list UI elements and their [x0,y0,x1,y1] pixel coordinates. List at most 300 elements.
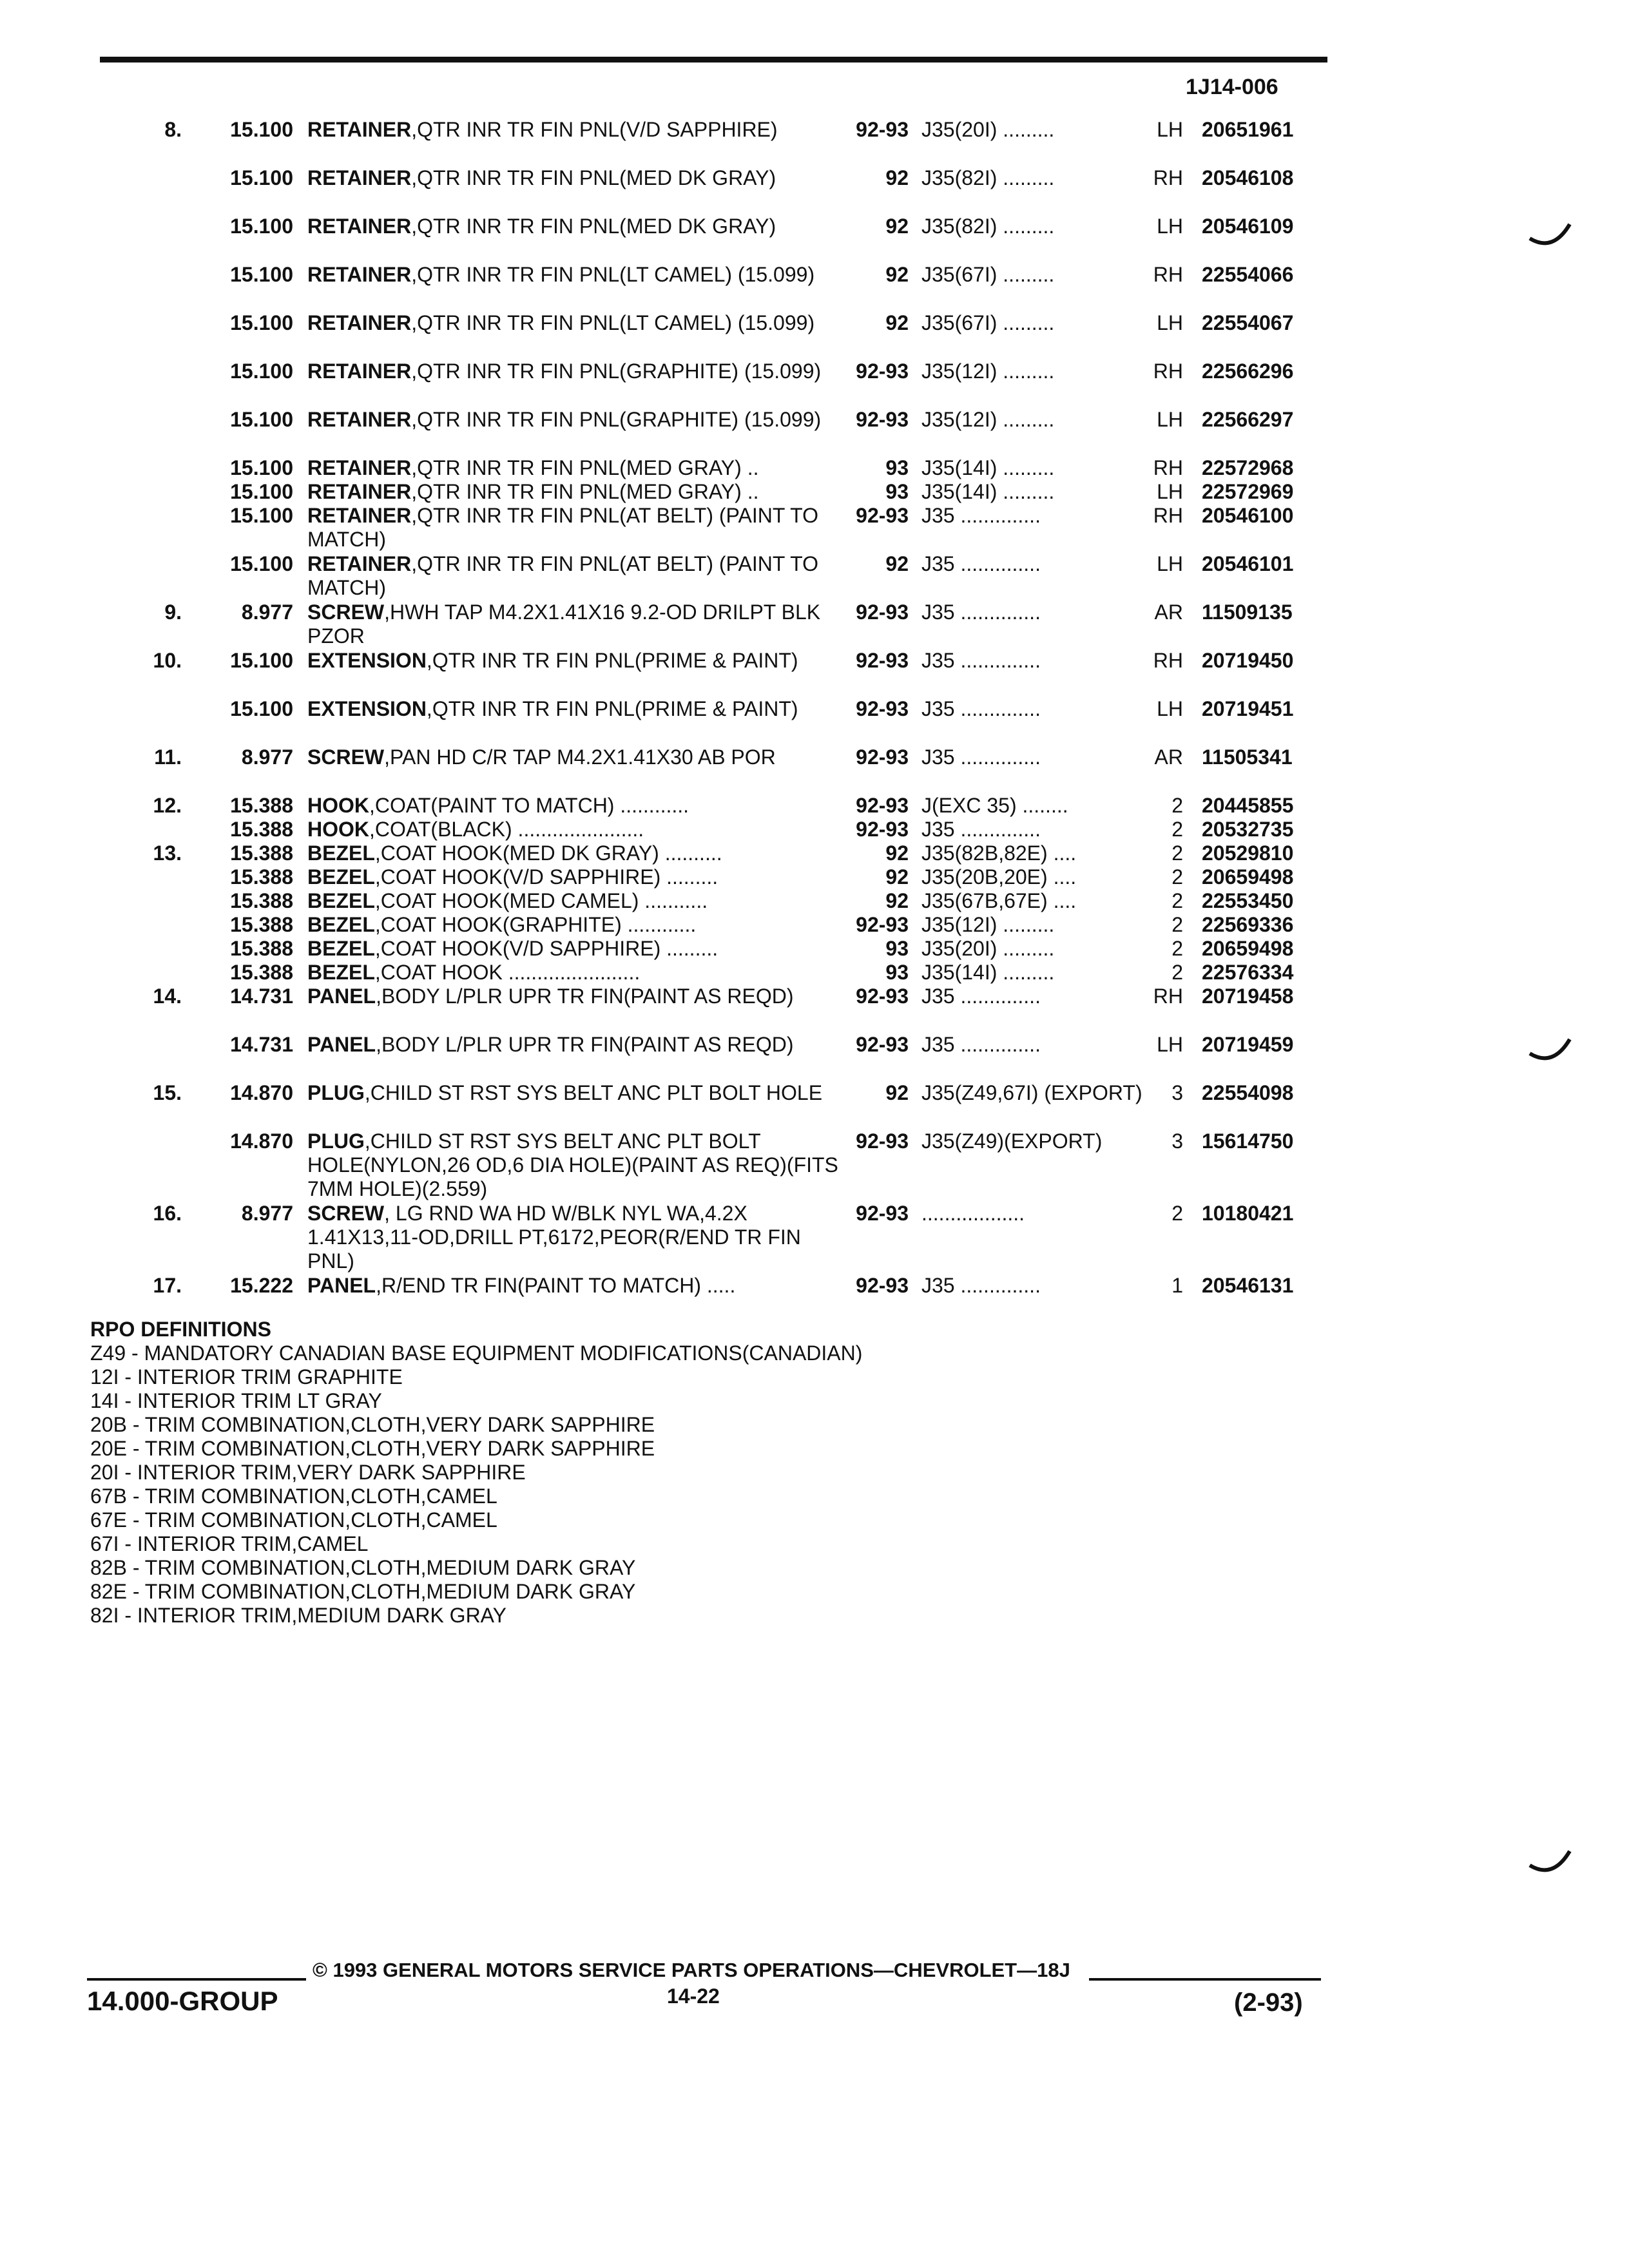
model-years: 92 [885,166,909,189]
part-name: SCREW [307,745,385,769]
quantity: RH [1153,263,1183,286]
table-row [0,985,1353,1033]
part-name: BEZEL [307,961,375,984]
part-detail: ,COAT HOOK(V/D SAPPHIRE) ......... [374,937,718,960]
table-row [0,360,1353,408]
part-name: BEZEL [307,841,375,865]
leader-dots: .............. [960,745,1041,769]
part-number: 20719458 [1202,985,1294,1008]
leader-dots: ......... [1003,480,1055,503]
part-name: PLUG [307,1129,365,1153]
top-rule [100,57,1327,62]
illustration-ref: 15.222 [230,1274,293,1297]
leader-dots: .............. [960,985,1041,1008]
item-number: 15. [153,1081,182,1104]
leader-dots: ......... [1003,311,1055,334]
rpo-line: 14I - INTERIOR TRIM LT GRAY [90,1389,382,1412]
part-description [307,1033,849,1057]
usage-code [921,937,1170,961]
part-description [307,118,849,142]
usage-code [921,360,1170,383]
usage-code [921,504,1170,528]
part-number: 10180421 [1202,1202,1294,1225]
leader-dots: ........ [1022,794,1068,817]
usage-text: J35 [921,1274,955,1297]
leader-dots: .... [1053,865,1077,889]
usage-code [921,1129,1170,1153]
part-name: RETAINER [307,360,412,383]
part-name: SCREW [307,1202,385,1225]
usage-text: J35(Z49)(EXPORT) [921,1129,1103,1153]
table-row [0,841,1353,865]
part-description [307,480,849,504]
part-description [307,1081,849,1105]
part-number: 20529810 [1202,841,1294,865]
part-number: 22569336 [1202,913,1294,936]
leader-dots: ......... [1003,913,1055,936]
part-detail: ,R/END TR FIN(PAINT TO MATCH) ..... [376,1274,736,1297]
illustration-ref: 15.100 [230,118,293,141]
table-row [0,1129,1353,1202]
usage-text: J35(12I) [921,360,998,383]
illustration-ref: 14.870 [230,1081,293,1104]
table-row [0,697,1353,745]
usage-text: J(EXC 35) [921,794,1017,817]
leader-dots: .............. [960,649,1041,672]
part-description [307,649,849,673]
usage-code [921,649,1170,673]
table-row [0,601,1353,649]
table-row [0,456,1353,480]
quantity: LH [1157,480,1183,503]
quantity: AR [1154,745,1183,769]
model-years: 92 [885,311,909,334]
model-years: 93 [885,961,909,984]
usage-text: J35(20I) [921,937,998,960]
part-detail: ,COAT HOOK(GRAPHITE) ............ [374,913,697,936]
quantity: LH [1157,697,1183,720]
quantity: LH [1157,408,1183,431]
part-detail: ,BODY L/PLR UPR TR FIN(PAINT AS REQD) [376,985,794,1008]
usage-code [921,818,1170,841]
usage-code [921,166,1170,190]
part-number: 22572968 [1202,456,1294,479]
leader-dots: .................. [921,1202,1025,1225]
quantity: RH [1153,649,1183,672]
quantity: LH [1157,1033,1183,1056]
model-years: 92-93 [856,118,909,141]
footer-page-number: 14-22 [667,1984,720,2008]
illustration-ref: 8.977 [241,1202,293,1225]
usage-text: J35 [921,552,955,575]
usage-text: J35 [921,601,955,624]
quantity: AR [1154,601,1183,624]
part-detail: , LG RND WA HD W/BLK NYL WA,4.2X 1.41X13,11-OD,DRILL PT,6172,PEOR(R/END TR FIN PNL) [307,1202,801,1273]
usage-text: J35 [921,818,955,841]
table-row [0,166,1353,215]
table-row [0,215,1353,263]
part-name: BEZEL [307,937,375,960]
leader-dots: .............. [960,697,1041,720]
usage-text: J35(82I) [921,215,998,238]
illustration-ref: 15.388 [230,889,293,912]
part-description [307,913,849,937]
model-years: 92 [885,263,909,286]
usage-text: J35(67I) [921,311,998,334]
part-description [307,552,849,600]
rpo-line: 82E - TRIM COMBINATION,CLOTH,MEDIUM DARK GRAY [90,1580,636,1603]
model-years: 92-93 [856,913,909,936]
binder-tab-mark-icon [1527,1028,1572,1066]
part-name: RETAINER [307,166,412,189]
quantity: LH [1157,118,1183,141]
part-number: 20546108 [1202,166,1294,189]
usage-text: J35(12I) [921,408,998,431]
quantity: RH [1153,985,1183,1008]
part-name: RETAINER [307,552,412,575]
part-name: EXTENSION [307,649,427,672]
part-detail: ,QTR INR TR FIN PNL(V/D SAPPHIRE) [411,118,778,141]
usage-text: J35(82I) [921,166,998,189]
part-detail: ,QTR INR TR FIN PNL(PRIME & PAINT) [426,649,798,672]
part-name: PANEL [307,1274,376,1297]
model-years: 92-93 [856,408,909,431]
model-years: 92-93 [856,360,909,383]
table-row [0,745,1353,794]
quantity: 1 [1171,1274,1183,1297]
model-years: 92-93 [856,649,909,672]
model-years: 92-93 [856,1202,909,1225]
part-description [307,408,849,432]
illustration-ref: 15.100 [230,697,293,720]
part-name: PANEL [307,1033,376,1056]
usage-code [921,1274,1170,1298]
part-number: 20659498 [1202,937,1294,960]
quantity: 2 [1171,913,1183,936]
footer-copyright: © 1993 GENERAL MOTORS SERVICE PARTS OPERATIONS—CHEVROLET—18J [313,1959,1070,1981]
leader-dots: .... [1053,889,1077,912]
part-name: BEZEL [307,865,375,889]
table-row [0,311,1353,360]
part-detail: ,QTR INR TR FIN PNL(AT BELT) (PAINT TO MATCH) [307,504,818,551]
model-years: 92-93 [856,1129,909,1153]
part-number: 22554066 [1202,263,1294,286]
part-name: RETAINER [307,215,412,238]
usage-text: J35(Z49,67I) (EXPORT) [921,1081,1142,1104]
quantity: LH [1157,215,1183,238]
illustration-ref: 15.100 [230,311,293,334]
part-name: RETAINER [307,311,412,334]
part-detail: ,CHILD ST RST SYS BELT ANC PLT BOLT HOLE(NYLON,26 OD,6 DIA HOLE)(PAINT AS REQ)(FITS 7MM HOLE)(2.559) [307,1129,838,1200]
rpo-line: 67E - TRIM COMBINATION,CLOTH,CAMEL [90,1508,497,1532]
illustration-ref: 15.388 [230,865,293,889]
part-name: SCREW [307,601,385,624]
part-number: 20719451 [1202,697,1294,720]
usage-code [921,794,1170,818]
leader-dots: ......... [1003,166,1055,189]
leader-dots: ......... [1003,408,1055,431]
illustration-ref: 14.731 [230,985,293,1008]
part-name: RETAINER [307,456,412,479]
part-description [307,456,849,480]
part-detail: ,CHILD ST RST SYS BELT ANC PLT BOLT HOLE [364,1081,823,1104]
rpo-line: 82I - INTERIOR TRIM,MEDIUM DARK GRAY [90,1604,506,1627]
usage-text: J35(20I) [921,118,998,141]
part-name: HOOK [307,794,369,817]
usage-text: J35 [921,1033,955,1056]
rpo-line: 67B - TRIM COMBINATION,CLOTH,CAMEL [90,1485,497,1508]
part-name: EXTENSION [307,697,427,720]
part-number: 15614750 [1202,1129,1294,1153]
rpo-line: 20E - TRIM COMBINATION,CLOTH,VERY DARK SAPPHIRE [90,1437,655,1460]
leader-dots: ......... [1003,263,1055,286]
table-row [0,794,1353,818]
item-number: 11. [154,745,182,769]
model-years: 92-93 [856,745,909,769]
part-number: 22554067 [1202,311,1294,334]
quantity: 2 [1171,889,1183,912]
quantity: 2 [1171,1202,1183,1225]
part-detail: ,HWH TAP M4.2X1.41X16 9.2-OD DRILPT BLK PZOR [307,601,821,648]
model-years: 92 [885,215,909,238]
part-number: 11505341 [1202,745,1293,769]
part-name: BEZEL [307,913,375,936]
usage-text: J35(14I) [921,961,998,984]
quantity: RH [1153,456,1183,479]
table-row [0,1202,1353,1274]
binder-tab-mark-icon [1527,1840,1572,1878]
part-number: 22572969 [1202,480,1294,503]
part-detail: ,QTR INR TR FIN PNL(MED GRAY) .. [411,456,759,479]
rpo-line: 20I - INTERIOR TRIM,VERY DARK SAPPHIRE [90,1461,526,1484]
rpo-lines [90,1341,862,1628]
model-years: 92-93 [856,1274,909,1297]
table-row [0,1033,1353,1081]
table-row [0,263,1353,311]
usage-code [921,1202,1170,1225]
part-number: 20546100 [1202,504,1294,527]
item-number: 10. [153,649,182,672]
illustration-ref: 15.100 [230,360,293,383]
usage-text: J35 [921,697,955,720]
quantity: LH [1157,552,1183,575]
table-row [0,1274,1353,1298]
leader-dots: .... [1053,841,1077,865]
model-years: 92 [885,865,909,889]
illustration-ref: 15.100 [230,263,293,286]
quantity: RH [1153,504,1183,527]
rpo-line: 20B - TRIM COMBINATION,CLOTH,VERY DARK SAPPHIRE [90,1413,655,1436]
table-row [0,649,1353,697]
rpo-line: 67I - INTERIOR TRIM,CAMEL [90,1532,369,1555]
model-years: 93 [885,480,909,503]
part-detail: ,COAT HOOK(MED DK GRAY) .......... [374,841,722,865]
part-description [307,961,849,985]
usage-text: J35(67B,67E) [921,889,1048,912]
item-number: 12. [153,794,182,817]
model-years: 92 [885,889,909,912]
usage-text: J35 [921,745,955,769]
model-years: 92-93 [856,985,909,1008]
part-number: 20546101 [1202,552,1294,575]
usage-code [921,841,1170,865]
usage-code [921,408,1170,432]
illustration-ref: 15.388 [230,794,293,817]
part-detail: ,QTR INR TR FIN PNL(MED GRAY) .. [411,480,759,503]
rpo-line: 12I - INTERIOR TRIM GRAPHITE [90,1365,403,1389]
part-name: RETAINER [307,408,412,431]
part-description [307,263,849,287]
part-description [307,166,849,190]
quantity: LH [1157,311,1183,334]
part-description [307,601,849,648]
item-number: 9. [164,601,182,624]
illustration-ref: 15.388 [230,841,293,865]
parts-table [0,118,1353,1298]
part-description [307,889,849,913]
model-years: 92-93 [856,818,909,841]
illustration-ref: 14.731 [230,1033,293,1056]
usage-code [921,263,1170,287]
model-years: 93 [885,937,909,960]
binder-tab-mark-icon [1527,213,1572,251]
table-row [0,961,1353,985]
usage-code [921,1081,1170,1105]
leader-dots: .............. [960,1033,1041,1056]
usage-text: J35(67I) [921,263,998,286]
model-years: 93 [885,456,909,479]
part-description [307,794,849,818]
part-name: PANEL [307,985,376,1008]
part-number: 20445855 [1202,794,1294,817]
leader-dots: .............. [960,601,1041,624]
usage-text: J35(14I) [921,480,998,503]
part-description [307,937,849,961]
leader-dots: ......... [1003,215,1055,238]
illustration-ref: 15.100 [230,166,293,189]
item-number: 14. [153,985,182,1008]
part-number: 20659498 [1202,865,1294,889]
quantity: 2 [1171,937,1183,960]
part-detail: ,COAT(PAINT TO MATCH) ............ [369,794,689,817]
part-detail: ,QTR INR TR FIN PNL(MED DK GRAY) [411,215,776,238]
illustration-ref: 15.100 [230,504,293,527]
model-years: 92-93 [856,601,909,624]
model-years: 92-93 [856,1033,909,1056]
part-number: 22554098 [1202,1081,1294,1104]
quantity: 3 [1171,1081,1183,1104]
part-description [307,360,849,383]
quantity: 3 [1171,1129,1183,1153]
part-detail: ,QTR INR TR FIN PNL(LT CAMEL) (15.099) [411,263,815,286]
part-detail: ,QTR INR TR FIN PNL(MED DK GRAY) [411,166,776,189]
part-detail: ,COAT HOOK(V/D SAPPHIRE) ......... [374,865,718,889]
illustration-ref: 15.100 [230,215,293,238]
illustration-ref: 8.977 [241,601,293,624]
illustration-ref: 15.388 [230,913,293,936]
part-number: 22576334 [1202,961,1294,984]
illustration-ref: 8.977 [241,745,293,769]
usage-code [921,913,1170,937]
part-description [307,985,849,1008]
usage-code [921,311,1170,335]
table-row [0,818,1353,841]
part-detail: ,QTR INR TR FIN PNL(GRAPHITE) (15.099) [411,408,822,431]
quantity: 2 [1171,794,1183,817]
table-row [0,118,1353,166]
part-name: PLUG [307,1081,365,1104]
usage-text: J35(20B,20E) [921,865,1048,889]
leader-dots: ......... [1003,937,1055,960]
usage-code [921,552,1170,576]
quantity: RH [1153,166,1183,189]
quantity: 2 [1171,841,1183,865]
usage-text: J35(82B,82E) [921,841,1048,865]
model-years: 92-93 [856,697,909,720]
usage-code [921,889,1170,913]
footer-group: 14.000-GROUP [87,1986,278,2016]
part-detail: ,PAN HD C/R TAP M4.2X1.41X30 AB POR [384,745,776,769]
model-years: 92 [885,1081,909,1104]
leader-dots: .............. [960,1274,1041,1297]
part-detail: ,COAT(BLACK) ...................... [369,818,644,841]
part-number: 11509135 [1202,601,1293,624]
part-number: 20651961 [1202,118,1294,141]
table-row [0,913,1353,937]
rpo-line: 82B - TRIM COMBINATION,CLOTH,MEDIUM DARK GRAY [90,1556,636,1579]
model-years: 92 [885,552,909,575]
footer-rule-right [1089,1978,1321,1981]
rpo-line: Z49 - MANDATORY CANADIAN BASE EQUIPMENT MODIFICATIONS(CANADIAN) [90,1341,863,1365]
part-detail: ,QTR INR TR FIN PNL(AT BELT) (PAINT TO MATCH) [307,552,818,599]
footer-date: (2-93) [1234,1988,1303,2017]
leader-dots: ......... [1003,360,1055,383]
part-description [307,504,849,552]
part-number: 20719459 [1202,1033,1294,1056]
model-years: 92-93 [856,794,909,817]
model-years: 92 [885,841,909,865]
usage-code [921,985,1170,1008]
part-name: RETAINER [307,263,412,286]
item-number: 8. [164,118,182,141]
leader-dots: .............. [960,504,1041,527]
part-description [307,1202,849,1273]
quantity: 2 [1171,818,1183,841]
quantity: RH [1153,360,1183,383]
leader-dots: .............. [960,818,1041,841]
item-number: 16. [153,1202,182,1225]
part-detail: ,QTR INR TR FIN PNL(GRAPHITE) (15.099) [411,360,822,383]
usage-code [921,961,1170,985]
usage-code [921,865,1170,889]
part-description [307,1129,849,1201]
part-number: 20532735 [1202,818,1294,841]
part-detail: ,QTR INR TR FIN PNL(LT CAMEL) (15.099) [411,311,815,334]
part-description [307,818,849,841]
part-name: RETAINER [307,504,412,527]
part-description [307,1274,849,1298]
usage-text: J35(12I) [921,913,998,936]
usage-code [921,480,1170,504]
illustration-ref: 15.100 [230,649,293,672]
item-number: 13. [153,841,182,865]
illustration-ref: 15.388 [230,937,293,960]
leader-dots: ......... [1003,118,1055,141]
leader-dots: .............. [960,552,1041,575]
part-detail: ,COAT HOOK ....................... [374,961,641,984]
part-description [307,697,849,721]
table-row [0,865,1353,889]
